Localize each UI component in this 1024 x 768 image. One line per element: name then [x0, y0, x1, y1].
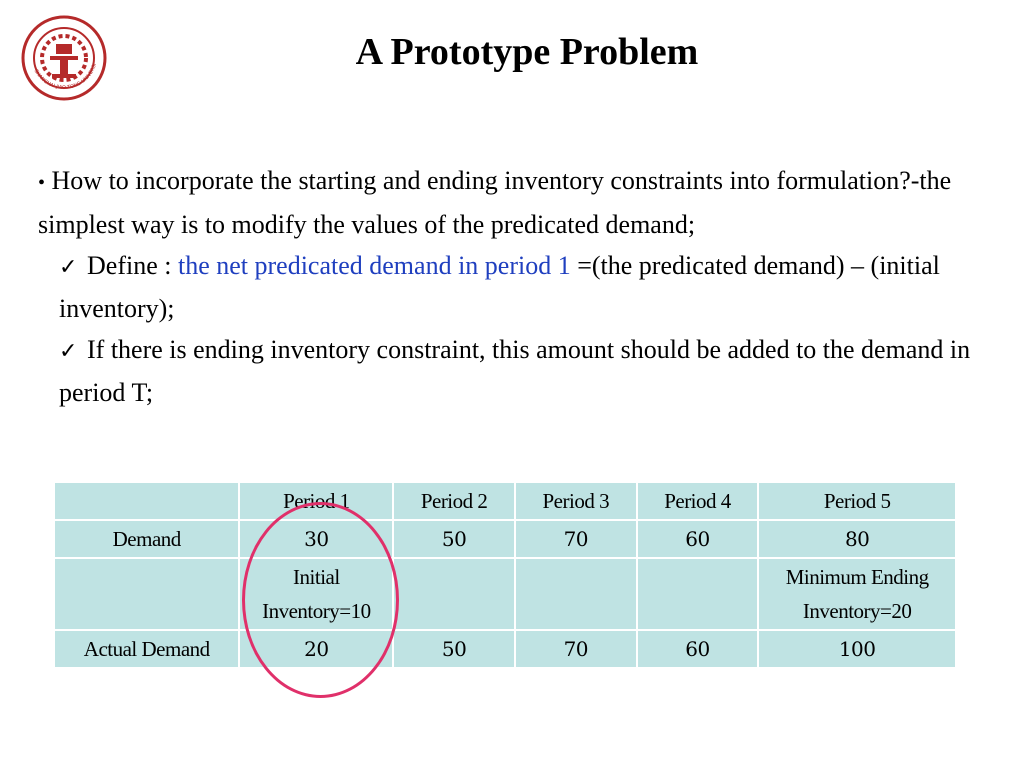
table-cell: 70 — [515, 630, 637, 668]
define-suffix: =(the predicated demand) – (initial inventory); — [59, 251, 940, 323]
table-header-cell: Period 1 — [239, 482, 393, 520]
table-cell-ending-inventory: Minimum Ending Inventory=20 — [758, 558, 956, 630]
table-row-demand — [54, 520, 956, 558]
bullet-marker: • — [38, 172, 46, 194]
table-cell-initial-inventory: Initial Inventory=10 — [239, 558, 393, 630]
table-row-label: Actual Demand — [54, 630, 239, 668]
define-highlight: the net predicated demand in period 1 — [177, 251, 571, 280]
table-cell: 100 — [758, 630, 956, 668]
table-header-cell — [54, 482, 239, 520]
bullet-item — [38, 160, 988, 245]
check-item-ending — [59, 329, 988, 413]
checkmark-icon: ✓ — [59, 339, 78, 364]
table-row-actual-demand — [54, 630, 956, 668]
table-cell — [515, 558, 637, 630]
table-header-cell: Period 3 — [515, 482, 637, 520]
slide-title: A Prototype Problem — [355, 31, 699, 73]
table-cell: 80 — [758, 520, 956, 558]
table-header-row — [54, 482, 956, 520]
bullet-text: How to incorporate the starting and ending inventory constraints into formulation?-the simplest way is to modify the values of the predicated demand; — [38, 166, 952, 239]
highlight-circle — [242, 502, 399, 698]
table-row-label — [54, 558, 239, 630]
table-cell: 70 — [515, 520, 637, 558]
table-header-cell: Period 2 — [393, 482, 515, 520]
define-prefix: Define : — [87, 251, 178, 280]
table-cell: 60 — [637, 520, 759, 558]
table-cell: 50 — [393, 520, 515, 558]
ending-text: If there is ending inventory constraint, this amount should be added to the demand in period T; — [59, 335, 971, 407]
table-header-cell: Period 4 — [637, 482, 759, 520]
checkmark-icon: ✓ — [59, 255, 78, 280]
table-cell: 20 — [239, 630, 393, 668]
slide-body — [38, 160, 988, 413]
demand-table — [53, 481, 957, 669]
table-cell — [637, 558, 759, 630]
check-item-define — [59, 245, 988, 329]
table-cell: 50 — [393, 630, 515, 668]
table-cell — [393, 558, 515, 630]
table-cell: 30 — [239, 520, 393, 558]
table-row-inventory — [54, 558, 956, 630]
table-row-label: Demand — [54, 520, 239, 558]
table-cell: 60 — [637, 630, 759, 668]
logo-text: SHANGHAI JIAO TONG UNIVERSI — [32, 62, 98, 91]
table-header-cell: Period 5 — [758, 482, 956, 520]
